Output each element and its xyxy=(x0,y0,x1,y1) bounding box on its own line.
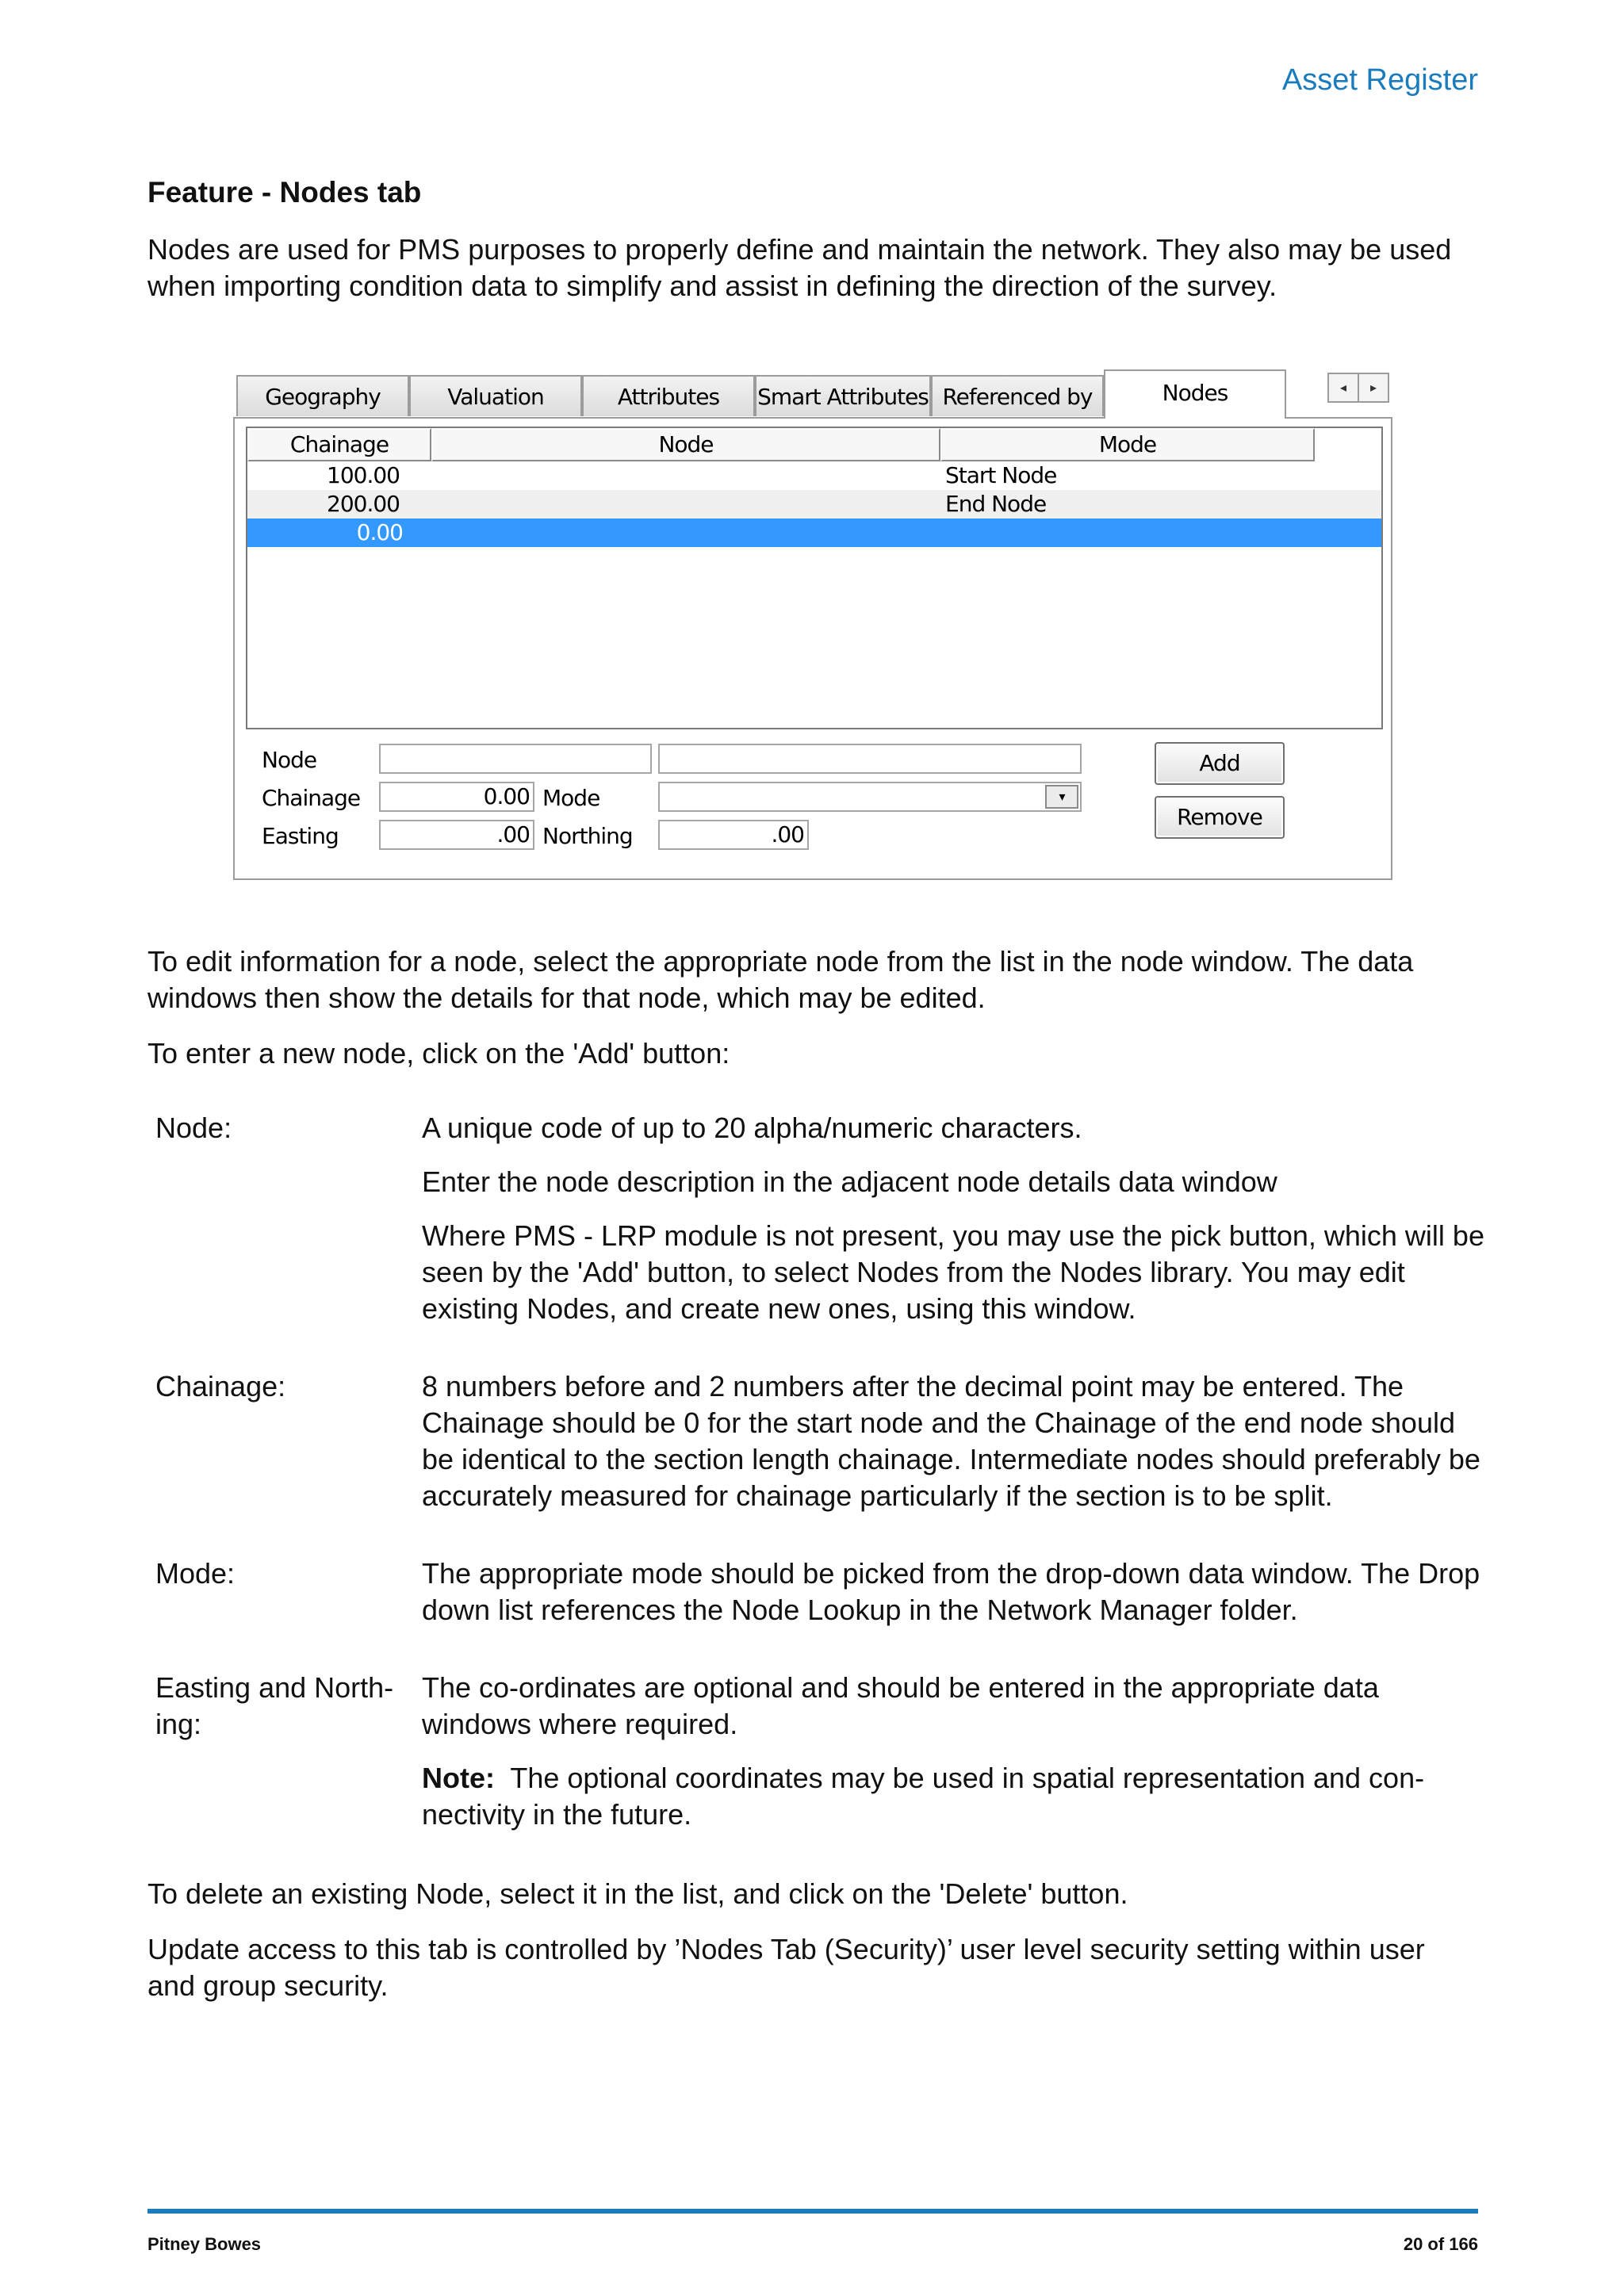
running-header-title: Asset Register xyxy=(1281,63,1478,97)
definition-text: The co-ordinates are optional and should be entered in the appropriate data windows where required. xyxy=(422,1671,1379,1740)
column-header-node[interactable]: Node xyxy=(431,428,940,461)
definition-text: Where PMS - LRP module is not present, you may use the pick button, which will be seen by the 'Add' button, to select Nodes from the Nodes library. You may edit existing Nodes, and create new ones, using this window. xyxy=(422,1219,1484,1325)
row-chainage: 100.00 xyxy=(327,462,400,488)
easting-input[interactable]: .00 xyxy=(379,820,534,850)
column-header-mode[interactable]: Mode xyxy=(940,428,1315,461)
definition-text: A unique code of up to 20 alpha/numeric characters. xyxy=(422,1112,1082,1144)
row-chainage: 200.00 xyxy=(327,491,400,517)
definition-term: Easting and North-ing: xyxy=(155,1671,394,1740)
nodes-grid[interactable] xyxy=(246,427,1383,729)
footer-company: Pitney Bowes xyxy=(147,2234,262,2254)
remove-button[interactable]: Remove xyxy=(1155,796,1285,839)
definition-text: The appropriate mode should be picked from the drop-down data window. The Drop down list references the Node Lookup in the Network Manager folder. xyxy=(422,1557,1480,1626)
chainage-input[interactable]: 0.00 xyxy=(379,782,534,812)
note-label: Note: xyxy=(422,1762,495,1794)
column-header-chainage[interactable]: Chainage xyxy=(247,428,431,461)
tab-referenced-by[interactable]: Referenced by xyxy=(931,375,1104,416)
footer-rule xyxy=(147,2209,1478,2214)
edit-paragraph: To edit information for a node, select the appropriate node from the list in the node window. The data windows then show the details for that node, which may be edited. xyxy=(147,945,1414,1014)
tab-valuation[interactable]: Valuation xyxy=(409,375,582,416)
node-code-input[interactable] xyxy=(379,744,652,774)
add-button[interactable]: Add xyxy=(1155,742,1285,785)
tab-attributes[interactable]: Attributes xyxy=(582,375,755,416)
definition-term: Mode: xyxy=(155,1557,236,1590)
tab-scroll-buttons xyxy=(1327,373,1389,403)
chevron-down-icon[interactable]: ▾ xyxy=(1045,785,1078,809)
footer-page-number: 20 of 166 xyxy=(1403,2234,1478,2254)
enter-paragraph: To enter a new node, click on the 'Add' button: xyxy=(147,1037,730,1070)
tab-nodes[interactable]: Nodes xyxy=(1104,369,1286,419)
tab-geography[interactable]: Geography xyxy=(236,375,409,416)
scroll-right-icon[interactable]: ▸ xyxy=(1358,374,1388,401)
intro-paragraph: Nodes are used for PMS purposes to properly define and maintain the network. They also may be used when importing condition data to simplify and assist in defining the direction of the survey. xyxy=(147,233,1452,302)
row-mode: Start Node xyxy=(945,462,1057,488)
definition-text: Enter the node description in the adjacent node details data window xyxy=(422,1165,1277,1198)
easting-label: Easting xyxy=(262,823,339,849)
table-row-selected[interactable] xyxy=(247,519,1381,547)
mode-label: Mode xyxy=(542,785,600,811)
mode-select[interactable] xyxy=(658,782,1082,812)
node-description-input[interactable] xyxy=(658,744,1082,774)
note-paragraph xyxy=(422,1760,1484,1833)
nodes-tab-panel xyxy=(233,417,1392,880)
delete-paragraph: To delete an existing Node, select it in the list, and click on the 'Delete' button. xyxy=(147,1877,1128,1910)
update-paragraph: Update access to this tab is controlled by ’Nodes Tab (Security)’ user level security setting within user and group security. xyxy=(147,1933,1425,2002)
note-text: The optional coordinates may be used in spatial representation and con-nectivity in the future. xyxy=(422,1762,1425,1831)
chainage-label: Chainage xyxy=(262,785,361,811)
northing-label: Northing xyxy=(542,823,633,849)
definition-term: Node: xyxy=(155,1112,232,1144)
nodes-tab-screenshot xyxy=(233,373,1392,880)
section-title: Feature - Nodes tab xyxy=(147,176,422,209)
tab-smart-attributes[interactable]: Smart Attributes xyxy=(755,375,931,416)
row-chainage: 0.00 xyxy=(356,519,403,545)
definition-text: 8 numbers before and 2 numbers after the decimal point may be entered. The Chainage should be 0 for the start node and the Chainage of the end node should be identical to the section length chainage. Intermediate nodes should preferably be accurately measured for chainage particularly if the section is to be split. xyxy=(422,1370,1480,1512)
grid-header xyxy=(247,428,1315,461)
node-label: Node xyxy=(262,747,317,773)
scroll-left-icon[interactable]: ◂ xyxy=(1339,380,1347,395)
table-row[interactable] xyxy=(247,490,1381,519)
row-mode: End Node xyxy=(945,491,1047,517)
table-row[interactable] xyxy=(247,461,1381,490)
northing-input[interactable]: .00 xyxy=(658,820,809,850)
definition-term: Chainage: xyxy=(155,1370,286,1402)
